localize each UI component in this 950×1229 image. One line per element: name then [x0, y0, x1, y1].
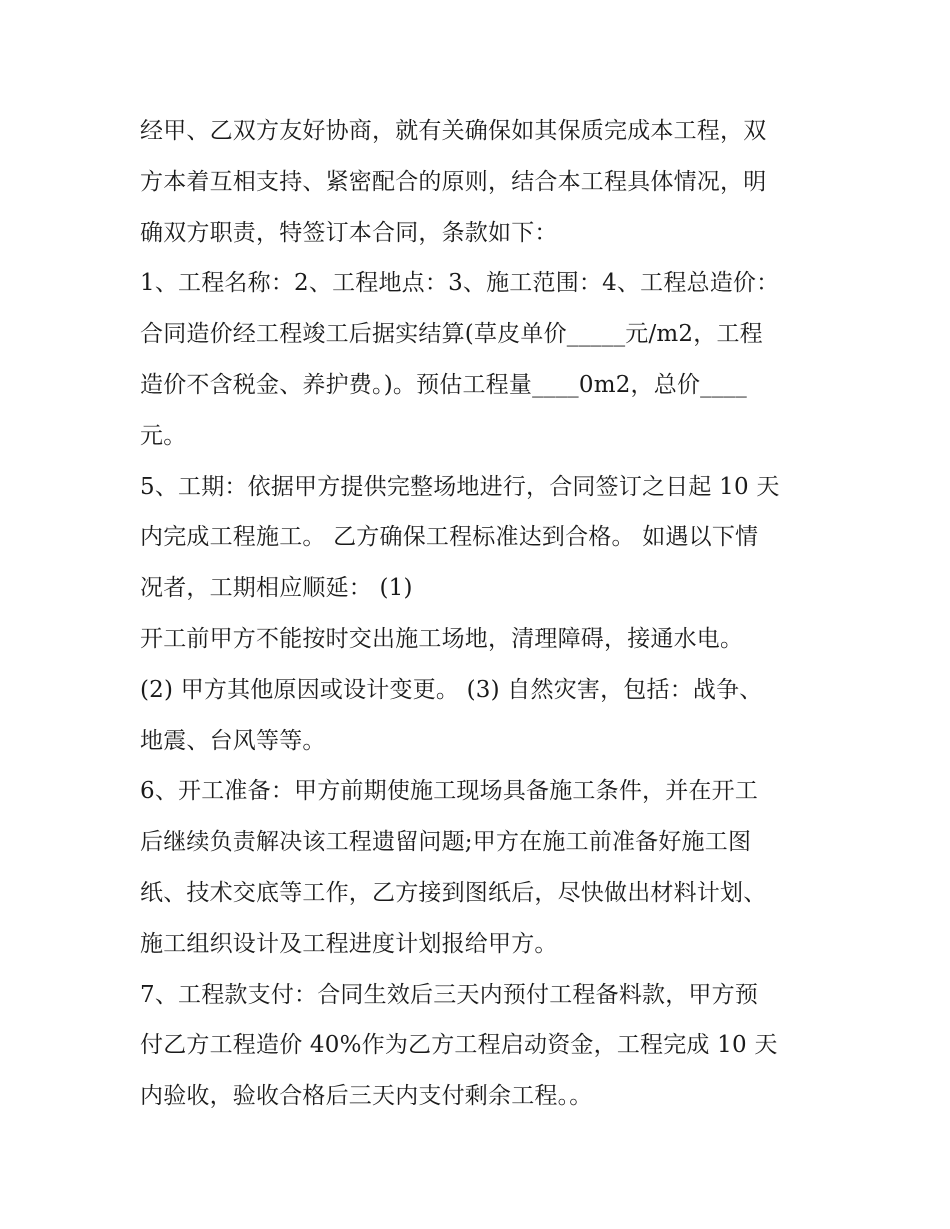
clause-6-line-1: 6、开工准备：甲方前期使施工现场具备施工条件，并在开工 — [140, 778, 759, 805]
paragraph-intro-line-1: 经甲、乙双方友好协商，就有关确保如其保质完成本工程，双 — [140, 118, 767, 144]
clause-1-4-line-1: 1、工程名称：2、工程地点：3、施工范围：4、工程总造价： — [140, 270, 780, 297]
clause-7-line-1: 7、工程款支付：合同生效后三天内预付工程备料款，甲方预 — [140, 981, 759, 1008]
paragraph-intro-line-3: 确双方职责，特签订本合同，条款如下： — [140, 219, 558, 246]
clause-1-4-line-3: 造价不含税金、养护费。)。预估工程量____0m2，总价____ — [140, 371, 747, 398]
clause-5-line-2: 内完成工程施工。 乙方确保工程标准达到合格。 如遇以下情 — [140, 524, 759, 551]
clause-5-line-3: 况者，工期相应顺延： (1) — [140, 575, 413, 602]
clause-1-4-line-4: 元。 — [140, 422, 187, 449]
clause-5-line-4: 开工前甲方不能按时交出施工场地，清理障碍，接通水电。 — [140, 625, 744, 652]
clause-6-line-4: 施工组织设计及工程进度计划报给甲方。 — [140, 930, 558, 957]
clause-7-line-3: 内验收，验收合格后三天内支付剩余工程。。 — [140, 1083, 593, 1110]
clause-5-line-6: 地震、台风等等。 — [140, 727, 326, 754]
paragraph-intro-line-2: 方本着互相支持、紧密配合的原则，结合本工程具体情况，明 — [140, 168, 767, 195]
clause-6-line-3: 纸、技术交底等工作，乙方接到图纸后，尽快做出材料计划、 — [140, 879, 767, 906]
clause-1-4-line-2: 合同造价经工程竣工后据实结算(草皮单价_____元/m2，工程 — [140, 321, 763, 348]
clause-7-line-2: 付乙方工程造价 40%作为乙方工程启动资金，工程完成 10 天 — [140, 1032, 778, 1059]
clause-5-line-1: 5、工期：依据甲方提供完整场地进行，合同签订之日起 10 天 — [140, 473, 780, 500]
contract-text-body — [140, 106, 820, 1122]
clause-5-line-5: (2) 甲方其他原因或设计变更。 (3) 自然灾害，包括：战争、 — [140, 676, 763, 703]
clause-6-line-2: 后继续负责解决该工程遗留问题;甲方在施工前准备好施工图 — [140, 829, 752, 856]
